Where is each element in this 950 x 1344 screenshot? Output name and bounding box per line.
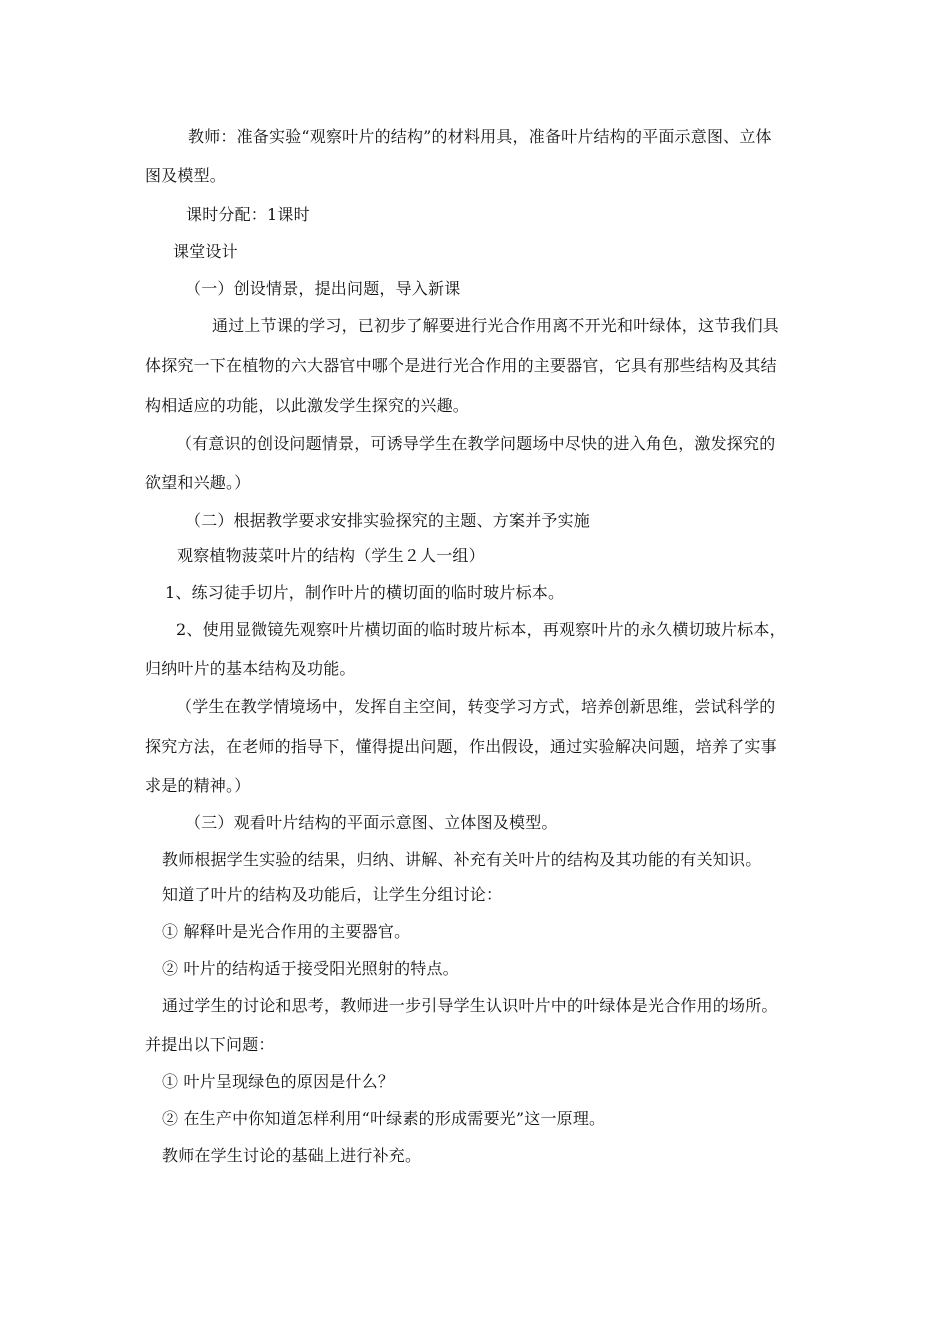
text-line-teacher-prep: 教师：准备实验“观察叶片的结构”的材料用具，准备叶片结构的平面示意图、立体 [188,127,772,146]
text-line-intro-2: 体探究一下在植物的六大器官中哪个是进行光合作用的主要器官，它具有那些结构及其结 [145,356,777,375]
text-line-step-2-cont: 归纳叶片的基本结构及功能。 [145,659,356,678]
text-line-teacher-prep-cont: 图及模型。 [145,166,227,185]
text-line-discussion-item-1: ① 解释叶是光合作用的主要器官。 [162,922,411,941]
text-line-discussion-item-2: ② 叶片的结构适于接受阳光照射的特点。 [162,959,459,978]
subheading-part-1: （一）创设情景，提出问题，导入新课 [185,279,461,298]
text-line-note-2-cont-2: 求是的精神。） [145,776,251,795]
section-heading-class-design: 课堂设计 [173,242,238,261]
text-line-question-2: ② 在生产中你知道怎样利用“叶绿素的形成需要光”这一原理。 [162,1109,606,1128]
text-line-teacher-supplement: 教师在学生讨论的基础上进行补充。 [162,1146,422,1165]
text-line-note-2-cont-1: 探究方法，在老师的指导下，懂得提出问题，作出假设，通过实验解决问题，培养了实事 [145,737,777,756]
text-line-intro-1: 通过上节课的学习，已初步了解要进行光合作用离不开光和叶绿体，这节我们具 [212,316,780,335]
text-line-note-1: （有意识的创设问题情景，可诱导学生在教学问题场中尽快的进入角色，激发探究的 [176,434,776,453]
text-line-observe: 观察植物菠菜叶片的结构（学生２人一组） [177,546,485,565]
text-line-questions-intro: 并提出以下问题： [145,1035,275,1054]
text-line-class-hours: 课时分配：1课时 [186,205,310,224]
subheading-part-3: （三）观看叶片结构的平面示意图、立体图及模型。 [185,813,558,832]
text-line-note-1-cont: 欲望和兴趣。） [145,473,251,492]
text-line-step-1: 1、练习徒手切片，制作叶片的横切面的临时玻片标本。 [165,583,565,602]
text-line-question-1: ① 叶片呈现绿色的原因是什么？ [162,1072,395,1091]
text-line-intro-3: 构相适应的功能，以此激发学生探究的兴趣。 [145,396,470,415]
text-line-note-2: （学生在教学情境场中，发挥自主空间，转变学习方式，培养创新思维，尝试科学的 [176,697,776,716]
text-line-step-2: 2、使用显微镜先观察叶片横切面的临时玻片标本，再观察叶片的永久横切玻片标本， [176,620,786,639]
text-line-teacher-summary: 教师根据学生实验的结果，归纳、讲解、补充有关叶片的结构及其功能的有关知识。 [162,850,762,869]
text-line-group-discussion: 知道了叶片的结构及功能后，让学生分组讨论： [162,885,503,904]
subheading-part-2: （二）根据教学要求安排实验探究的主题、方案并予实施 [185,511,591,530]
text-line-guidance: 通过学生的讨论和思考，教师进一步引导学生认识叶片中的叶绿体是光合作用的场所。 [162,996,778,1015]
